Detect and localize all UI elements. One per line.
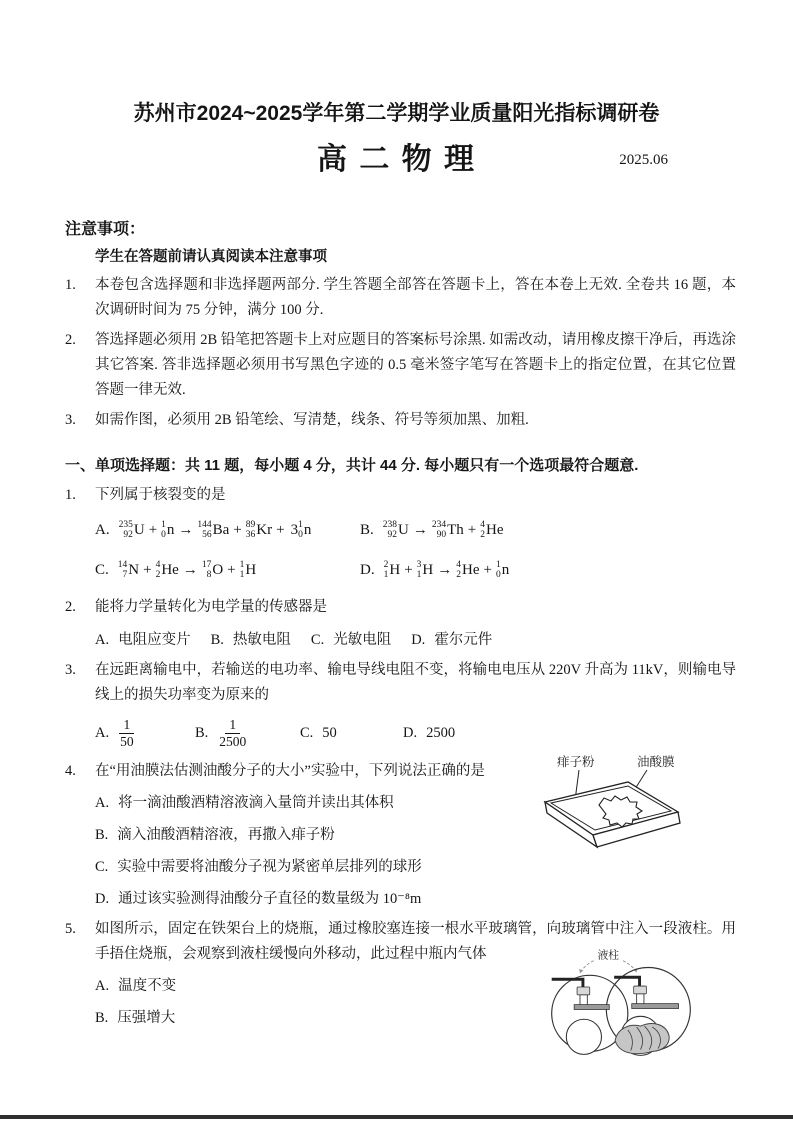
question-text: 如图所示，固定在铁架台上的烧瓶，通过橡胶塞连接一根水平玻璃管，向玻璃管中注入一段液柱。用手捂住烧瓶，会观察到液柱缓慢向外移动，此过程中瓶内气体 [95,921,736,962]
option-text: 电阻应变片 [118,632,191,648]
option-label: B. [360,521,374,538]
notice-section [65,218,736,433]
notice-item-number: 3. [65,412,76,428]
option-text: 热敏电阻 [232,632,291,648]
option-d [403,725,455,742]
fraction-denominator: 2500 [219,733,247,749]
option-c [311,628,391,653]
option-b [195,717,300,750]
notice-item-number: 1. [65,277,76,293]
option-label: A. [95,724,110,741]
page-bottom-edge [0,1115,793,1119]
option-label: B. [210,632,224,648]
option-text: 2500 [426,724,456,741]
exam-date: 2025.06 [619,152,668,168]
option-a [95,628,191,653]
question-text: 能将力学量转化为电学量的传感器是 [95,599,327,615]
question-number: 1. [65,487,76,503]
figure-label-talcum: 痱子粉 [557,755,595,769]
option-text: 通过该实验测得油酸分子直径的数量级为 10⁻⁸m [118,891,422,907]
option-label: C. [300,724,314,741]
oil-film-experiment-figure [543,753,693,863]
notice-item [65,273,736,323]
option-label: B. [195,724,209,741]
option-d [360,550,736,590]
notice-item-text: 本卷包含选择题和非选择题两部分. 学生答题全部答在答题卡上，答在本卷上无效. 全卷共 16 题，本次调研时间为 75 分钟，满分 100 分. [95,277,736,318]
option-label: C. [95,561,109,578]
tray-illustration [543,753,693,863]
notice-heading: 注意事项： [65,221,146,238]
option-a [95,510,360,550]
notice-item [65,408,736,433]
question-text: 在“用油膜法估测油酸分子的大小”实验中，下列说法正确的是 [95,763,485,779]
fraction [118,717,136,750]
exam-subject-title: 高 二 物 理 [316,143,476,176]
question-number: 3. [65,662,76,678]
question-3-options [95,712,736,754]
question-4 [65,755,736,912]
option-text: 霍尔元件 [434,632,493,648]
section-1-heading: 一、单项选择题：共 11 题，每小题 4 分，共计 44 分. 每小题只有一个选项最符合题意. [65,457,639,474]
notice-item-text: 如需作图，必须用 2B 铅笔绘、写清楚，线条、符号等须加黑、加粗. [95,412,529,428]
option-b [360,510,736,550]
option-text: 滴入油酸酒精溶液，再撒入痱子粉 [117,827,335,843]
question-1 [65,483,736,590]
option-d [95,887,736,912]
fraction-denominator: 50 [120,733,134,749]
option-label: A. [95,632,110,648]
option-label: B. [95,827,109,843]
notice-subheading: 学生在答题前请认真阅读本注意事项 [95,249,327,265]
option-c [300,725,403,742]
nuclear-equation: 14 7 N + 4 2 He → 17 8 O + 1 1 H [117,560,257,580]
notice-item-text: 答选择题必须用 2B 铅笔把答题卡上对应题目的答案标号涂黑. 如需改动，请用橡皮擦干净后，再选涂其它答案. 答非选择题必须用书写黑色字迹的 0.5 毫米签字笔写在答题卡上的指定位置，在其它位置答题一律无效. [95,332,736,398]
flask-illustration [539,943,744,1075]
question-number: 5. [65,921,76,937]
exam-header [0,0,793,184]
option-text: 50 [322,724,337,741]
option-text: 实验中需要将油酸分子视为紧密单层排列的球形 [117,859,422,875]
option-label: A. [95,521,110,538]
option-label: A. [95,795,110,811]
option-text: 温度不变 [118,978,177,994]
fraction-numerator: 1 [119,717,134,734]
option-label: C. [310,632,325,648]
nuclear-equation: 2 1 H + 3 1 H → 4 2 He + 1 0 n [383,560,510,580]
option-b [211,628,291,653]
option-label: D. [360,561,375,578]
option-text: 压强增大 [117,1010,176,1026]
option-label: D. [95,891,110,907]
nuclear-equation: 235 92 U + 1 0 n → 144 56 Ba + 89 36 Kr + 3 1 0 n [118,520,312,540]
question-1-options [95,510,736,590]
question-3 [65,658,736,754]
question-number: 2. [65,599,76,615]
option-label: D. [403,724,418,741]
question-text: 在远距离输电中，若输送的电功率、输电导线电阻不变，将输电电压从 220V 升高为 11kV，则输电导线上的损失功率变为原来的 [95,662,736,703]
question-2 [65,595,736,653]
question-number: 4. [65,763,76,779]
fraction-numerator: 1 [225,717,240,734]
option-d [411,628,492,653]
question-text: 下列属于核裂变的是 [95,487,226,503]
question-2-options [95,628,736,653]
exam-title: 苏州市2024~2025学年第二学期学业质量阳光指标调研卷 [133,102,660,125]
option-label: D. [411,632,426,648]
fraction [217,717,248,750]
flask-experiment-figure [539,943,744,1078]
option-label: B. [95,1010,109,1026]
notice-item-number: 2. [65,332,76,348]
notice-item [65,328,736,403]
option-c [95,550,360,590]
nuclear-equation: 238 92 U → 234 90 Th + 4 2 He [382,520,504,540]
option-text: 将一滴油酸酒精溶液滴入量筒并读出其体积 [118,795,394,811]
figure-label-oil-film: 油酸膜 [637,755,675,769]
question-5 [65,917,736,1031]
option-text: 光敏电阻 [333,632,392,648]
figure-label-liquid-column: 液柱 [597,949,620,962]
option-a [95,717,195,750]
option-label: C. [95,859,109,875]
option-label: A. [95,978,110,994]
